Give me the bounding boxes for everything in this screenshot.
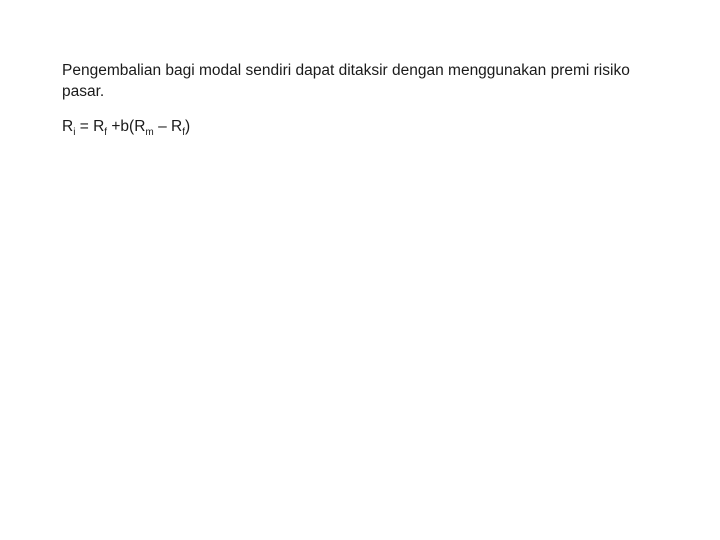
formula-line: [62, 116, 662, 137]
slide-content: [62, 60, 662, 137]
formula-subscript-f-2: f: [182, 127, 185, 138]
body-paragraph: Pengembalian bagi modal sendiri dapat ditaksir dengan menggunakan premi risiko pasar.: [62, 62, 630, 100]
formula-plus-b: +b(R: [107, 118, 146, 135]
formula-subscript-m: m: [145, 127, 154, 138]
formula-subscript-f: f: [104, 127, 108, 138]
formula-subscript-i: i: [73, 127, 76, 138]
formula-minus-rf: – R: [153, 118, 183, 135]
formula-close-paren: ): [184, 118, 191, 135]
formula-equals-rf: = R: [75, 118, 105, 135]
formula-r-symbol: R: [62, 118, 74, 135]
